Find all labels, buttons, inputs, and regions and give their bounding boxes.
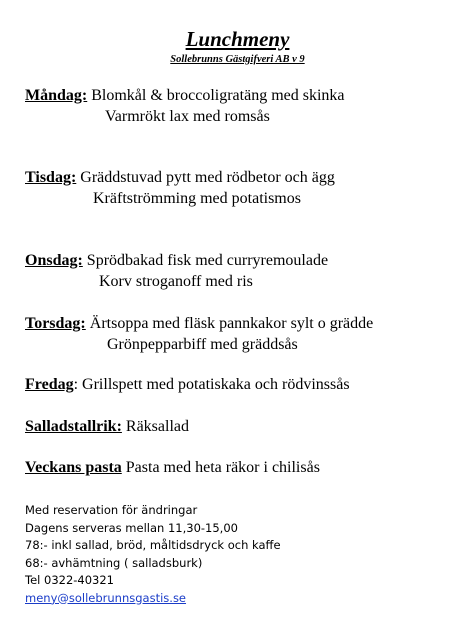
salad-plate-dish: Räksallad [121,418,189,435]
restaurant-week-subtitle: Sollebrunns Gästgifveri AB v 9 [170,54,305,65]
dish-monday-1: Blomkål & broccoligratäng med skinka [87,87,345,104]
dish-tuesday-2: Kräftströmming med potatismos [93,190,301,207]
day-thursday [25,313,470,355]
day-friday [25,374,470,395]
weekly-pasta [25,457,470,478]
footer-info [25,502,470,607]
salad-plate [25,416,470,437]
day-label-friday: Fredag [25,376,74,393]
dish-wednesday-1: Sprödbakad fisk med curryremoulade [82,252,329,269]
day-wednesday [25,250,470,292]
dish-tuesday-1: Gräddstuvad pytt med rödbetor och ägg [76,169,335,186]
weekly-pasta-dish: Pasta med heta räkor i chilisås [121,459,320,476]
menu-title: Lunchmeny [185,27,290,51]
serving-hours: Dagens serveras mellan 11,30-15,00 [25,520,238,535]
dish-friday-1: : Grillspett med potatiskaka och rödvinssås [73,376,350,393]
day-label-tuesday: Tisdag: [25,169,77,186]
dish-thursday-2: Grönpepparbiff med gräddsås [107,336,298,353]
day-monday [25,85,470,127]
price-dine-in: 78:- inkl sallad, bröd, måltidsdryck och kaffe [25,538,281,552]
dish-monday-2: Varmrökt lax med romsås [105,108,270,125]
day-label-monday: Måndag: [25,87,88,104]
day-tuesday [25,167,470,209]
weekly-pasta-label: Veckans pasta [25,459,122,476]
dish-wednesday-2: Korv stroganoff med ris [99,273,253,290]
salad-plate-label: Salladstallrik: [25,418,122,435]
reservation-note: Med reservation för ändringar [25,503,198,517]
day-label-wednesday: Onsdag: [25,252,83,269]
day-label-thursday: Torsdag: [25,315,86,332]
phone-number: Tel 0322-40321 [25,573,114,587]
email-link[interactable]: meny@sollebrunnsgastis.se [25,590,187,605]
price-takeaway: 68:- avhämtning ( salladsburk) [25,555,203,570]
dish-thursday-1: Ärtsoppa med fläsk pannkakor sylt o grädde [85,315,374,332]
